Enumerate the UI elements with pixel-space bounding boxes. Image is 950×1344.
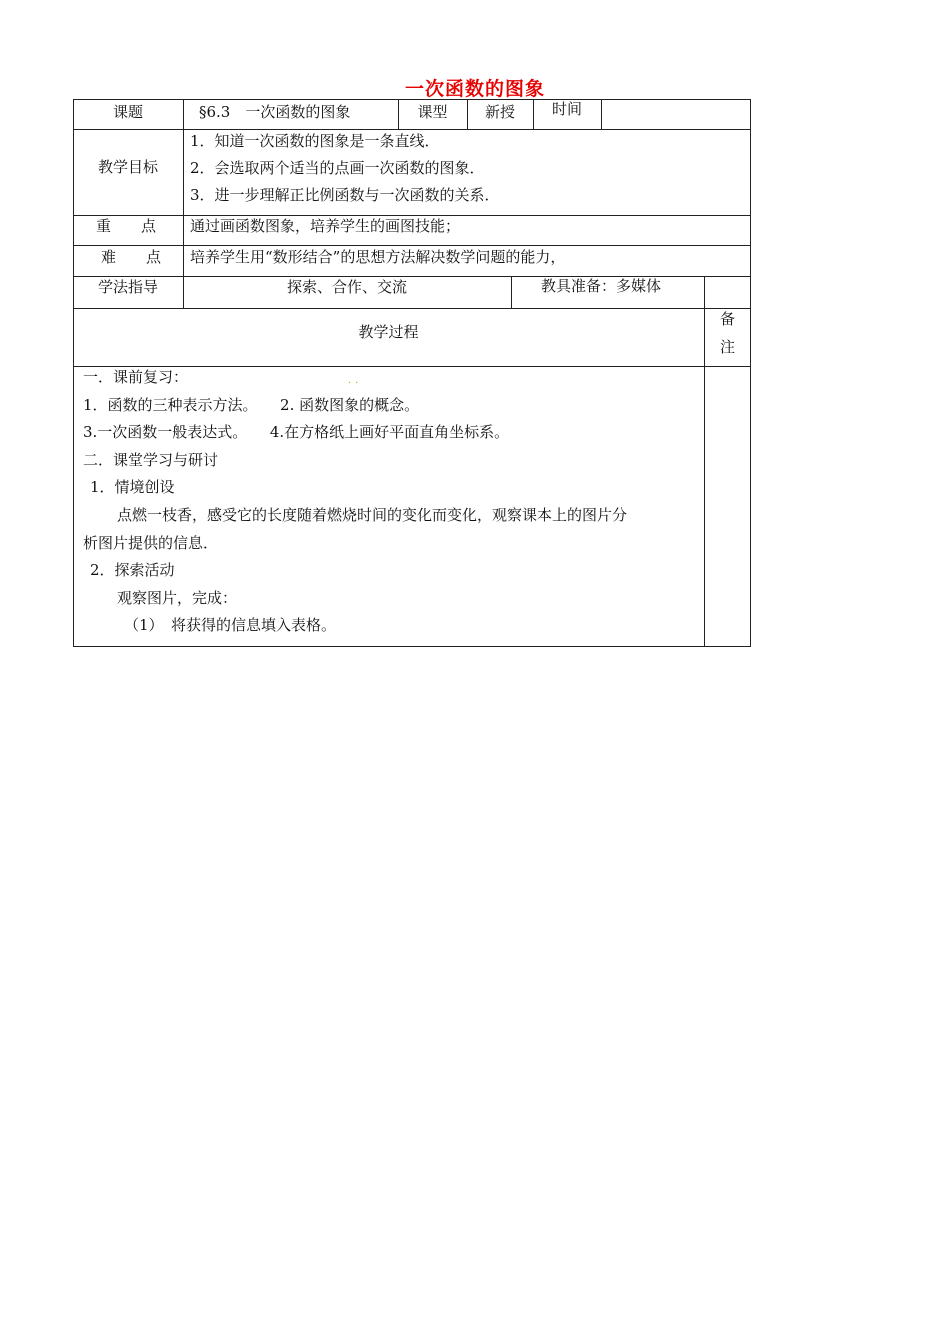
goal-item: 2．会选取两个适当的点画一次函数的图象． bbox=[190, 159, 485, 177]
method-label: 学法指导 bbox=[97, 278, 158, 296]
goal-item: 3．进一步理解正比例函数与一次函数的关系． bbox=[190, 186, 500, 204]
process-line: （1） 将获得的信息填入表格。 bbox=[124, 616, 337, 634]
process-line: 1．函数的三种表示方法。 2. 函数图象的概念。 bbox=[83, 396, 420, 414]
tools-value: 教具准备：多媒体 bbox=[541, 277, 662, 295]
method-value: 探索、合作、交流 bbox=[286, 278, 407, 296]
process-line: 1．情境创设 bbox=[90, 478, 175, 496]
process-line: 3.一次函数一般表达式。 4.在方格纸上画好平面直角坐标系。 bbox=[83, 423, 510, 441]
difficulty-label: 难 点 bbox=[101, 248, 162, 266]
table-rule bbox=[511, 276, 512, 308]
document-title: 一次函数的图象 bbox=[404, 78, 545, 100]
decor-marks: .. bbox=[348, 375, 363, 386]
notes-header: 注 bbox=[719, 338, 735, 356]
process-line: 二．课堂学习与研讨 bbox=[83, 451, 219, 469]
table-rule bbox=[73, 308, 751, 309]
table-rule bbox=[73, 245, 751, 246]
process-line: 2．探索活动 bbox=[90, 561, 175, 579]
goal-item: 1．知道一次函数的图象是一条直线． bbox=[190, 132, 440, 150]
topic-label: 课题 bbox=[112, 103, 143, 121]
process-header: 教学过程 bbox=[358, 323, 419, 341]
process-line: 点燃一枝香，感受它的长度随着燃烧时间的变化而变化，观察课本上的图片分 bbox=[117, 506, 628, 524]
process-line: 析图片提供的信息． bbox=[83, 534, 219, 552]
topic-value: §6.3 一次函数的图象 bbox=[199, 103, 351, 121]
process-line: 观察图片，完成： bbox=[117, 589, 238, 607]
table-rule bbox=[601, 99, 602, 129]
type-label: 课型 bbox=[417, 103, 448, 121]
difficulty-value: 培养学生用“数形结合”的思想方法解决数学问题的能力， bbox=[190, 248, 566, 266]
table-rule bbox=[73, 129, 751, 130]
notes-header: 备 bbox=[719, 310, 735, 328]
key-point-label: 重 点 bbox=[96, 217, 157, 235]
type-value: 新授 bbox=[484, 103, 515, 121]
time-label: 时间 bbox=[551, 100, 582, 118]
table-rule bbox=[704, 276, 705, 647]
goals-label: 教学目标 bbox=[97, 158, 158, 176]
key-point-value: 通过画函数图象，培养学生的画图技能； bbox=[190, 217, 461, 235]
process-line: 一．课前复习： bbox=[83, 368, 189, 386]
